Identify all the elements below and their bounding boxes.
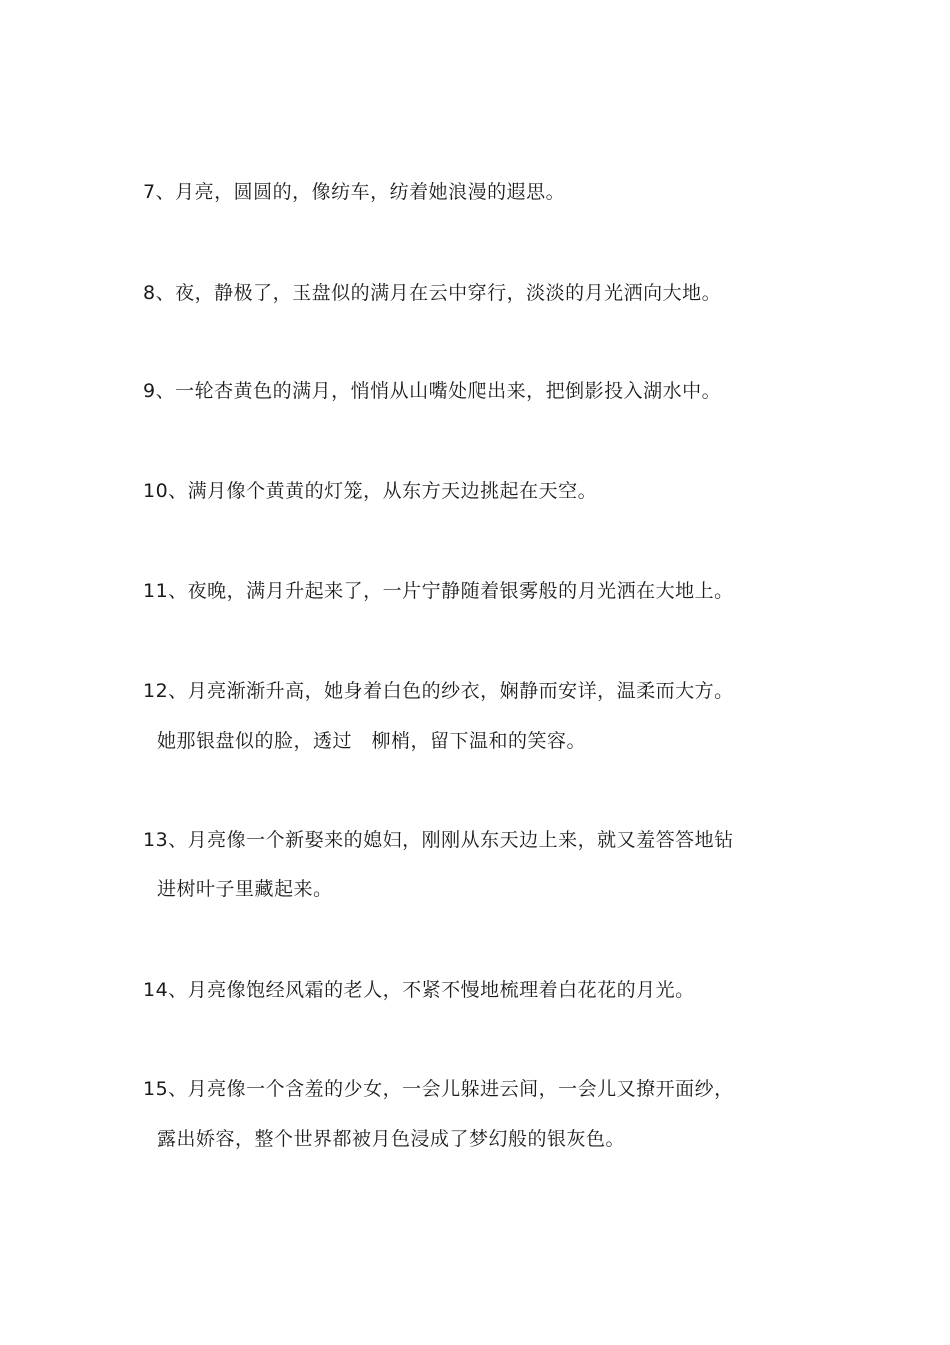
sentence-7-line-1: 7、月亮，圆圆的，像纺车，纺着她浪漫的遐思。 (143, 181, 566, 203)
sentence-15-line-1: 15、月亮像一个含羞的少女，一会儿躲进云间，一会儿又撩开面纱， (143, 1078, 734, 1100)
sentence-13-line-1: 13、月亮像一个新娶来的媳妇，刚刚从东天边上来，就又羞答答地钻 (143, 829, 734, 851)
sentence-12-line-1: 12、月亮渐渐升高，她身着白色的纱衣，娴静而安详，温柔而大方。 (143, 680, 734, 702)
sentence-8-line-1: 8、夜，静极了，玉盘似的满月在云中穿行，淡淡的月光洒向大地。 (143, 282, 722, 304)
sentence-15-line-2: 露出娇容，整个世界都被月色浸成了梦幻般的银灰色。 (157, 1128, 626, 1150)
sentence-9-line-1: 9、一轮杏黄色的满月，悄悄从山嘴处爬出来，把倒影投入湖水中。 (143, 380, 722, 402)
sentence-14-line-1: 14、月亮像饱经风霜的老人，不紧不慢地梳理着白花花的月光。 (143, 979, 695, 1001)
sentence-11-line-1: 11、夜晚，满月升起来了，一片宁静随着银雾般的月光洒在大地上。 (143, 580, 734, 602)
sentence-10-line-1: 10、满月像个黄黄的灯笼，从东方天边挑起在天空。 (143, 480, 598, 502)
sentence-13-line-2: 进树叶子里藏起来。 (157, 878, 333, 900)
sentence-12-line-2: 她那银盘似的脸，透过 柳梢，留下温和的笑容。 (157, 730, 587, 752)
